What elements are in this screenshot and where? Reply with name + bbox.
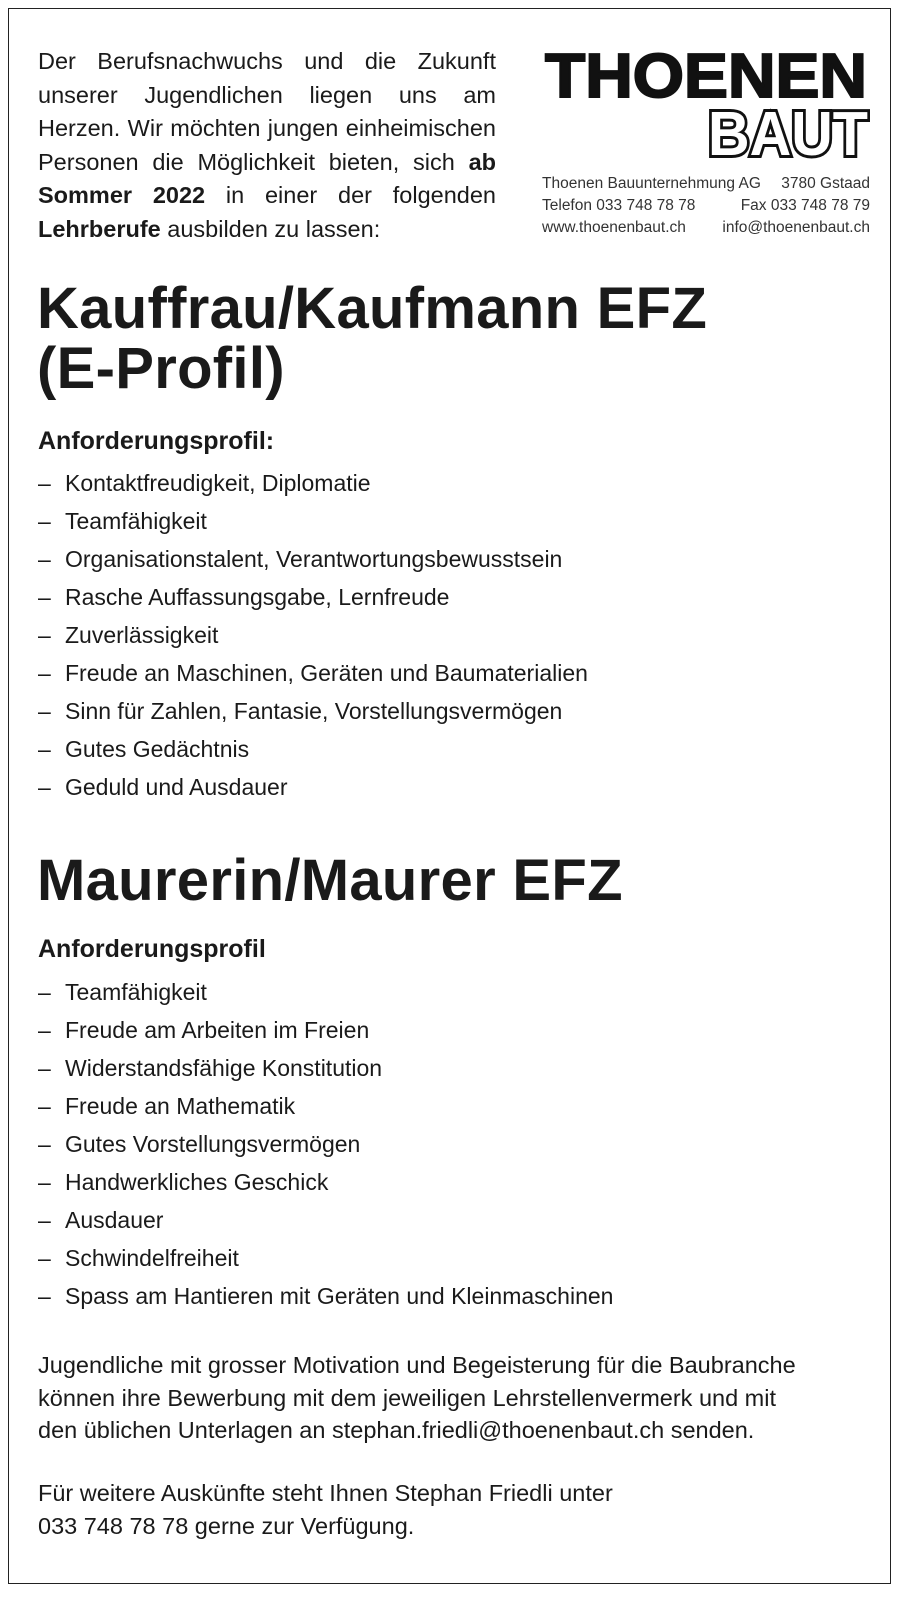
- company-name: Thoenen Bauunternehmung AG: [542, 175, 761, 192]
- requirement-text: Handwerkliches Geschick: [65, 1169, 329, 1195]
- dash-bullet: –: [38, 979, 51, 1005]
- requirement-text: Freude an Mathematik: [65, 1093, 296, 1119]
- company-email[interactable]: info@thoenenbaut.ch: [722, 219, 870, 236]
- dash-bullet: –: [38, 1283, 51, 1309]
- company-city: 3780 Gstaad: [781, 175, 870, 192]
- requirement-text: Teamfähigkeit: [65, 508, 207, 534]
- job1-title-line2: (E-Profil): [37, 336, 285, 401]
- job2-title: Maurerin/Maurer EFZ: [37, 848, 623, 913]
- contact-line: 033 748 78 78 gerne zur Verfügung.: [38, 1512, 415, 1539]
- dash-bullet: –: [38, 660, 51, 686]
- requirement-item: [38, 616, 588, 654]
- intro-line: Der Berufsnachwuchs und die Zukunft unserer Jugendlichen liegen uns am Herzen. Wir möchten jungen einheimischen Personen die Möglichkeit bieten, sich: [38, 48, 496, 175]
- requirement-item: [38, 540, 588, 578]
- dash-bullet: –: [38, 1131, 51, 1157]
- intro-paragraph: [38, 45, 496, 246]
- company-phone: Telefon 033 748 78 78: [542, 197, 696, 214]
- requirement-text: Widerstandsfähige Konstitution: [65, 1055, 383, 1081]
- requirement-text: Zuverlässigkeit: [65, 622, 219, 648]
- requirement-text: Teamfähigkeit: [65, 979, 207, 1005]
- dash-bullet: –: [38, 584, 51, 610]
- logo-line-1: THOENEN: [545, 43, 867, 111]
- dash-bullet: –: [38, 774, 51, 800]
- thoenen-baut-logo: [542, 43, 870, 163]
- requirement-item: [38, 1087, 613, 1125]
- requirement-text: Freude am Arbeiten im Freien: [65, 1017, 370, 1043]
- requirement-item: [38, 654, 588, 692]
- requirement-item: [38, 1125, 613, 1163]
- intro-mid: in einer der folgenden: [205, 182, 496, 208]
- requirement-item: [38, 578, 588, 616]
- requirement-text: Sinn für Zahlen, Fantasie, Vorstellungsvermögen: [65, 698, 563, 724]
- requirement-text: Schwindelfreiheit: [65, 1245, 239, 1271]
- intro-apprenticeships: Lehrberufe: [38, 215, 161, 242]
- dash-bullet: –: [38, 1169, 51, 1195]
- dash-bullet: –: [38, 698, 51, 724]
- requirement-text: Freude an Maschinen, Geräten und Baumaterialien: [65, 660, 588, 686]
- requirement-item: [38, 1163, 613, 1201]
- dash-bullet: –: [38, 736, 51, 762]
- company-website[interactable]: www.thoenenbaut.ch: [542, 219, 686, 236]
- requirement-text: Rasche Auffassungsgabe, Lernfreude: [65, 584, 450, 610]
- application-line: können ihre Bewerbung mit dem jeweiligen Lehrstellenvermerk und mit: [38, 1384, 777, 1411]
- application-paragraph: [38, 1349, 868, 1447]
- requirement-item: [38, 502, 588, 540]
- contact-paragraph: [38, 1477, 868, 1542]
- job2-requirements-heading: Anforderungsprofil: [38, 935, 266, 963]
- requirement-item: [38, 730, 588, 768]
- requirement-text: Geduld und Ausdauer: [65, 774, 288, 800]
- intro-text: [38, 45, 496, 246]
- requirement-item: [38, 1277, 613, 1315]
- job2-requirements-list: [38, 973, 613, 1315]
- company-logo: [542, 43, 870, 239]
- requirement-item: [38, 1011, 613, 1049]
- requirement-text: Organisationstalent, Verantwortungsbewusstsein: [65, 546, 563, 572]
- requirement-item: [38, 464, 588, 502]
- requirement-item: [38, 1201, 613, 1239]
- requirement-text: Gutes Vorstellungsvermögen: [65, 1131, 361, 1157]
- company-fax: Fax 033 748 78 79: [740, 197, 870, 214]
- requirement-text: Spass am Hantieren mit Geräten und Kleinmaschinen: [65, 1283, 614, 1309]
- dash-bullet: –: [38, 1207, 51, 1233]
- intro-end: ausbilden zu lassen:: [160, 215, 381, 242]
- job1-title: [37, 276, 708, 401]
- requirement-item: [38, 692, 588, 730]
- dash-bullet: –: [38, 1093, 51, 1119]
- requirement-item: [38, 1049, 613, 1087]
- dash-bullet: –: [38, 470, 51, 496]
- application-line: den üblichen Unterlagen an stephan.friedli@thoenenbaut.ch senden.: [38, 1417, 755, 1443]
- requirement-text: Ausdauer: [65, 1207, 164, 1233]
- dash-bullet: –: [38, 1245, 51, 1271]
- dash-bullet: –: [38, 546, 51, 572]
- job-advertisement: [8, 8, 891, 1584]
- logo-line-2: BAUT: [708, 100, 869, 163]
- dash-bullet: –: [38, 622, 51, 648]
- job1-requirements-heading: Anforderungsprofil:: [38, 427, 275, 455]
- job1-title-line1: Kauffrau/Kaufmann EFZ: [37, 276, 708, 341]
- intro-start-date: ab Sommer 2022: [38, 148, 497, 208]
- company-address: [542, 173, 870, 239]
- dash-bullet: –: [38, 508, 51, 534]
- dash-bullet: –: [38, 1017, 51, 1043]
- requirement-item: [38, 1239, 613, 1277]
- requirement-item: [38, 973, 613, 1011]
- requirement-text: Kontaktfreudigkeit, Diplomatie: [65, 470, 371, 496]
- job1-requirements-list: [38, 464, 588, 806]
- contact-line: Für weitere Auskünfte steht Ihnen Stephan Friedli unter: [38, 1480, 613, 1506]
- dash-bullet: –: [38, 1055, 51, 1081]
- requirement-text: Gutes Gedächtnis: [65, 736, 250, 762]
- application-line: Jugendliche mit grosser Motivation und Begeisterung für die Baubranche: [38, 1352, 796, 1378]
- requirement-item: [38, 768, 588, 806]
